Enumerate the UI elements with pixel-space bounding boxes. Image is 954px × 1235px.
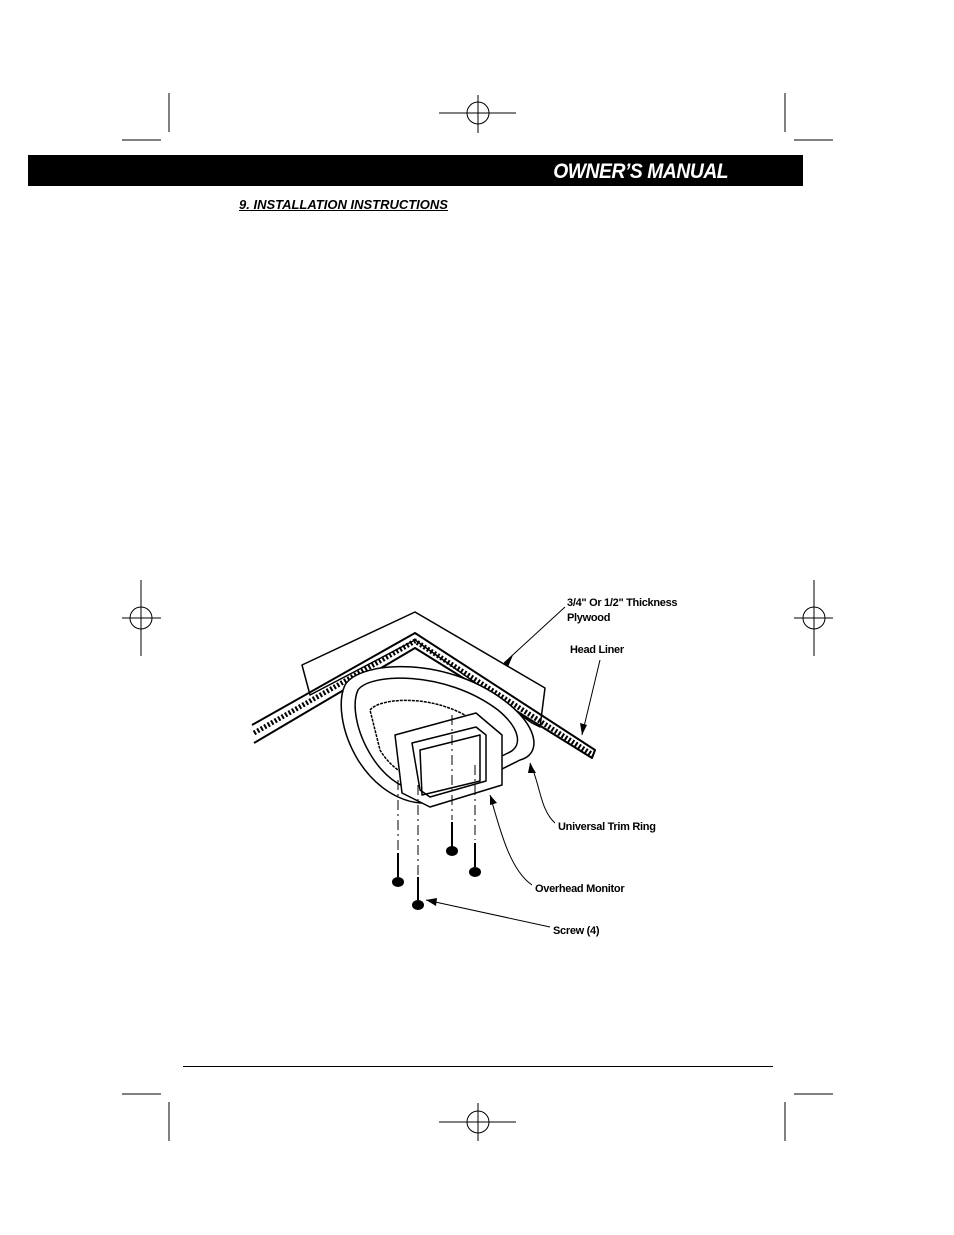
screw <box>470 843 480 876</box>
screw <box>413 877 423 909</box>
section-title: 9. INSTALLATION INSTRUCTIONS <box>239 197 448 212</box>
leader-monitor <box>490 795 532 885</box>
screws-label: Screw (4) <box>553 925 600 937</box>
header-title: OWNER’S MANUAL <box>553 160 728 183</box>
trim-ring-label: Universal Trim Ring <box>558 821 656 833</box>
installation-diagram <box>240 585 720 945</box>
plywood-label-line1: 3/4" Or 1/2" Thickness <box>567 597 678 609</box>
leader-headliner <box>582 660 600 735</box>
header-bar <box>28 155 803 186</box>
footer-rule <box>183 1066 773 1067</box>
leader-plywood <box>504 607 565 663</box>
plywood-label-line2: Plywood <box>567 612 611 624</box>
monitor-label: Overhead Monitor <box>535 883 625 895</box>
screw <box>393 853 403 886</box>
plywood-label <box>567 596 677 626</box>
headliner-label: Head Liner <box>570 644 624 656</box>
leader-screw <box>426 900 550 927</box>
screw <box>447 822 457 855</box>
